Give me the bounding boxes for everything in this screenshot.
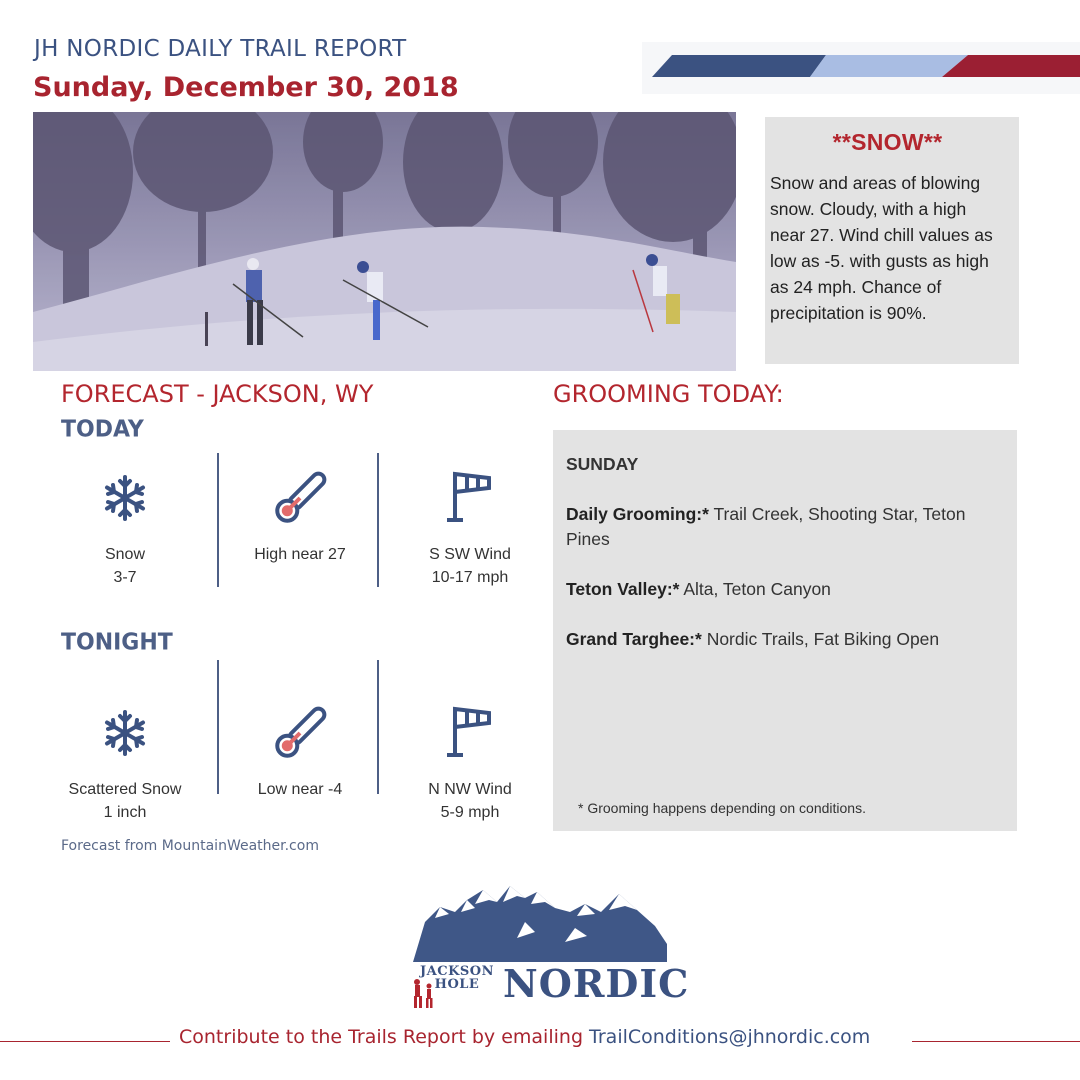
divider (377, 660, 379, 794)
footer-email-link[interactable]: TrailConditions@jhnordic.com (589, 1026, 871, 1048)
grooming-item (566, 502, 1004, 552)
tonight-temp (210, 688, 390, 801)
today-precip-label: Snow (104, 546, 146, 563)
tonight-precip (35, 688, 215, 824)
today-wind (380, 453, 560, 589)
weather-alert-box (765, 117, 1019, 364)
windsock-icon (380, 688, 560, 778)
thermometer-icon (210, 688, 390, 778)
snowflake-icon (35, 688, 215, 778)
logo-wordmark: NORDIC (503, 961, 690, 1006)
forecast-source: Forecast from MountainWeather.com (61, 838, 319, 854)
grooming-item-label: Teton Valley:* (566, 579, 680, 599)
tonight-precip-label: Scattered Snow (68, 781, 182, 798)
divider (377, 453, 379, 587)
windsock-icon (380, 453, 560, 543)
footer-message: Contribute to the Trails Report by emailing (179, 1026, 590, 1048)
tonight-precip-amount: 1 inch (103, 804, 147, 821)
today-temp-label: High near 27 (254, 546, 346, 563)
footer-text (179, 1026, 909, 1048)
report-date: Sunday, December 30, 2018 (33, 72, 459, 103)
today-wind-speed: 10-17 mph (431, 569, 509, 586)
snowflake-icon (35, 453, 215, 543)
grooming-note: * Grooming happens depending on conditions. (578, 800, 866, 816)
today-label: TODAY (61, 416, 144, 443)
today-precip (35, 453, 215, 589)
tonight-forecast-row (35, 660, 545, 821)
alert-text: Snow and areas of blowing snow. Cloudy, with a high near 27. Wind chill values as low as -5. with gusts as high as 24 mph. Chance of precipitation is 90%. (770, 173, 993, 323)
tonight-label: TONIGHT (61, 629, 173, 656)
grooming-item-label: Daily Grooming:* (566, 504, 709, 524)
grooming-item-text: Trail Creek, Shooting Star, Teton Pines (566, 504, 966, 549)
thermometer-icon (210, 453, 390, 543)
forecast-heading: FORECAST - JACKSON, WY (61, 380, 374, 408)
logo-top-line: JACKSON (420, 964, 494, 979)
today-wind-direction: S SW Wind (429, 546, 511, 563)
decorative-stripes (642, 42, 1080, 94)
logo-bottom-line: HOLE (434, 977, 480, 992)
grooming-box (553, 430, 1017, 831)
grooming-item-text: Nordic Trails, Fat Biking Open (701, 629, 940, 649)
grooming-item (566, 577, 1004, 602)
footer-divider-left (0, 1041, 170, 1042)
footer (0, 1026, 1080, 1056)
today-temp (210, 453, 390, 566)
grooming-item-label: Grand Targhee:* (566, 629, 702, 649)
jackson-hole-nordic-logo (405, 882, 690, 1012)
report-title: JH NORDIC DAILY TRAIL REPORT (34, 36, 407, 62)
grooming-item (566, 627, 1004, 652)
footer-divider-right (912, 1041, 1080, 1042)
tonight-wind (380, 688, 560, 824)
grooming-day: SUNDAY (566, 454, 639, 474)
skier-figure-icon (407, 978, 437, 1012)
tonight-temp-label: Low near -4 (257, 781, 343, 798)
skiers-in-snow-photo (33, 112, 736, 371)
alert-title: **SNOW** (832, 129, 943, 155)
grooming-item-text: Alta, Teton Canyon (679, 579, 831, 599)
today-forecast-row (35, 453, 545, 603)
today-precip-amount: 3-7 (113, 569, 137, 586)
grooming-heading: GROOMING TODAY: (553, 380, 784, 408)
tonight-wind-direction: N NW Wind (428, 781, 512, 798)
tonight-wind-speed: 5-9 mph (440, 804, 500, 821)
